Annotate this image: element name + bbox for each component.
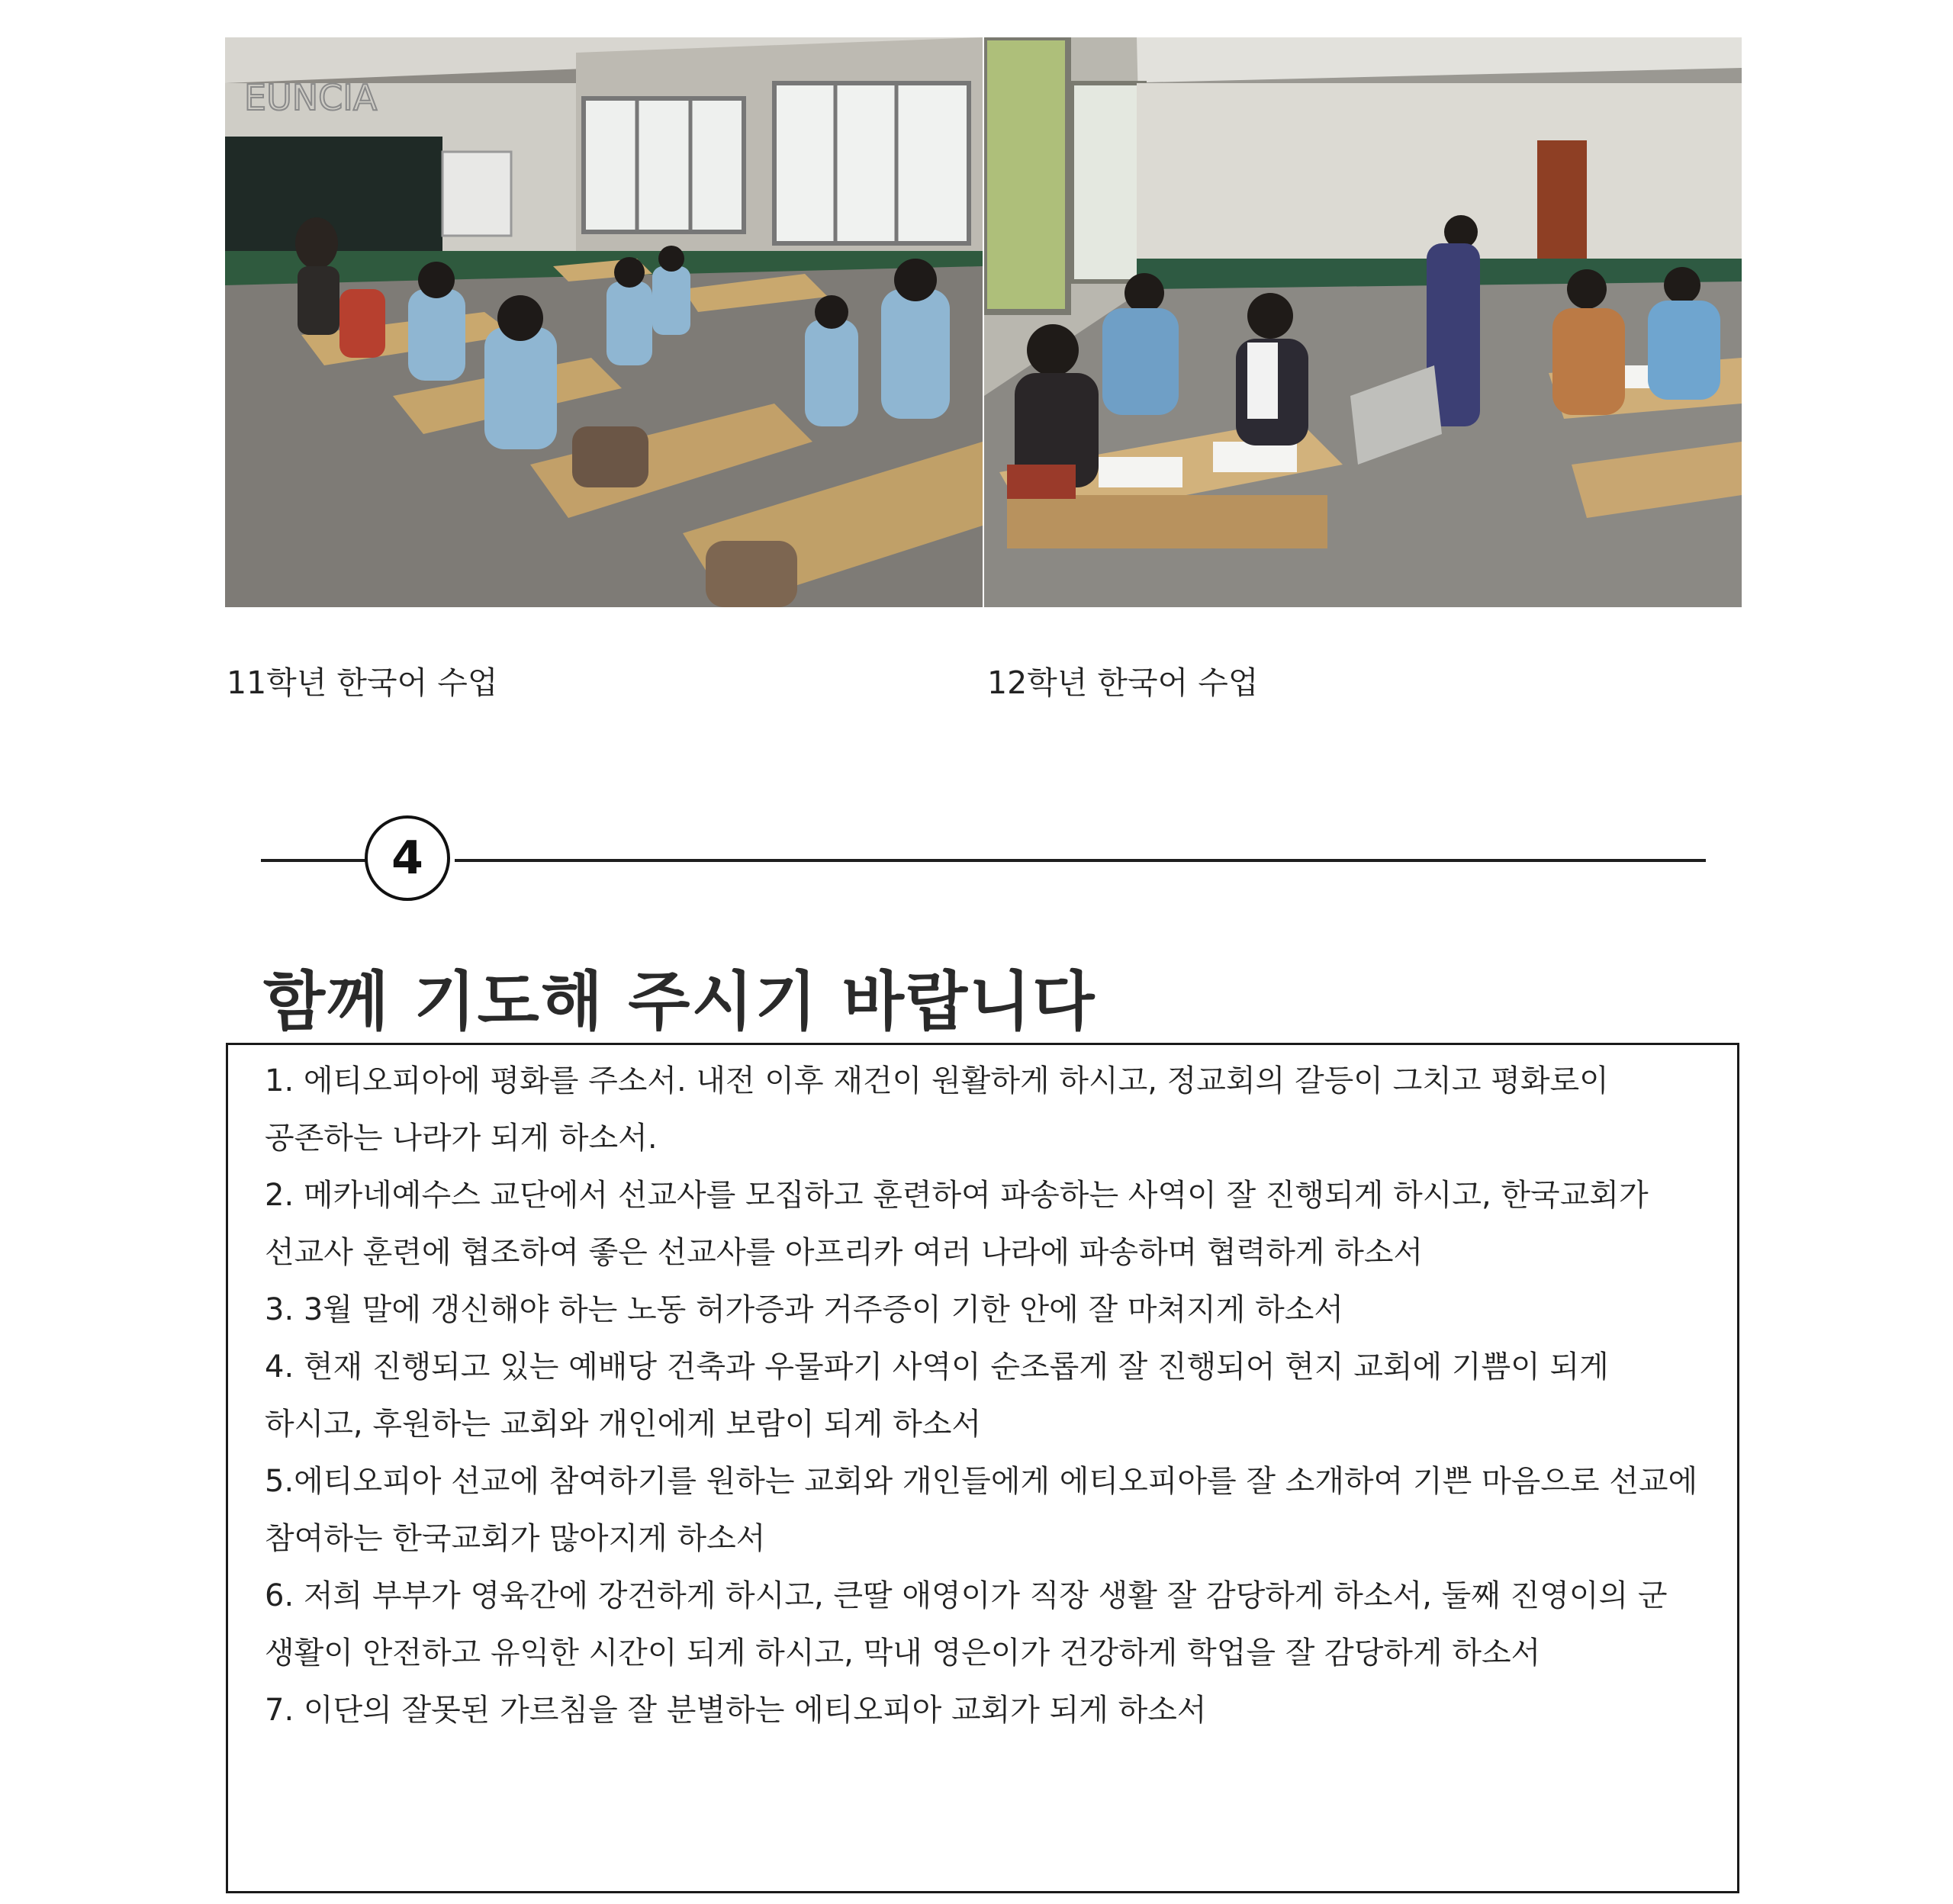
photo-caption-grade-11: 11학년 한국어 수업	[227, 664, 498, 701]
section-divider-right	[455, 859, 1706, 862]
section-number: 4	[391, 831, 423, 885]
prayer-item-4: 4. 현재 진행되고 있는 예배당 건축과 우물파기 사역이 순조롭게 잘 진행되어 현지 교회에 기쁨이 되게 하시고, 후원하는 교회와 개인에게 보람이 되게 하소서	[265, 1349, 1609, 1442]
classroom-photo-grade-12	[984, 37, 1742, 607]
section-divider-left	[261, 859, 368, 862]
prayer-item-3: 3. 3월 말에 갱신해야 하는 노동 허가증과 거주증이 기한 안에 잘 마쳐지게 하소서	[265, 1292, 1344, 1327]
prayer-item-1: 1. 에티오피아에 평화를 주소서. 내전 이후 재건이 원활하게 하시고, 정교회의 갈등이 그치고 평화로이 공존하는 나라가 되게 하소서.	[265, 1063, 1609, 1156]
prayer-item-7: 7. 이단의 잘못된 가르침을 잘 분별하는 에티오피아 교회가 되게 하소서	[265, 1693, 1207, 1728]
prayer-list	[265, 1053, 1710, 1739]
prayer-item-2: 2. 메카네예수스 교단에서 선교사를 모집하고 훈련하여 파송하는 사역이 잘 진행되게 하시고, 한국교회가 선교사 훈련에 협조하여 좋은 선교사를 아프리카 여러 나라에 파송하며 협력하게 하소서	[265, 1178, 1649, 1270]
prayer-item-5: 5.에티오피아 선교에 참여하기를 원하는 교회와 개인들에게 에티오피아를 잘 소개하여 기쁜 마음으로 선교에 참여하는 한국교회가 많아지게 하소서	[265, 1464, 1698, 1556]
section-title: 함께 기도해 주시기 바랍니다	[263, 964, 1096, 1039]
svg-text:EUNCIA: EUNCIA	[244, 77, 378, 118]
section-number-badge	[365, 815, 450, 901]
prayer-item-6: 6. 저희 부부가 영육간에 강건하게 하시고, 큰딸 애영이가 직장 생활 잘 감당하게 하소서, 둘째 진영이의 군 생활이 안전하고 유익한 시간이 되게 하시고, 막내 영은이가 건강하게 학업을 잘 감당하게 하소서	[265, 1578, 1668, 1671]
prayer-list-box	[226, 1043, 1739, 1893]
photo-caption-grade-12: 12학년 한국어 수업	[987, 664, 1259, 701]
classroom-photo-grade-11	[225, 37, 983, 607]
